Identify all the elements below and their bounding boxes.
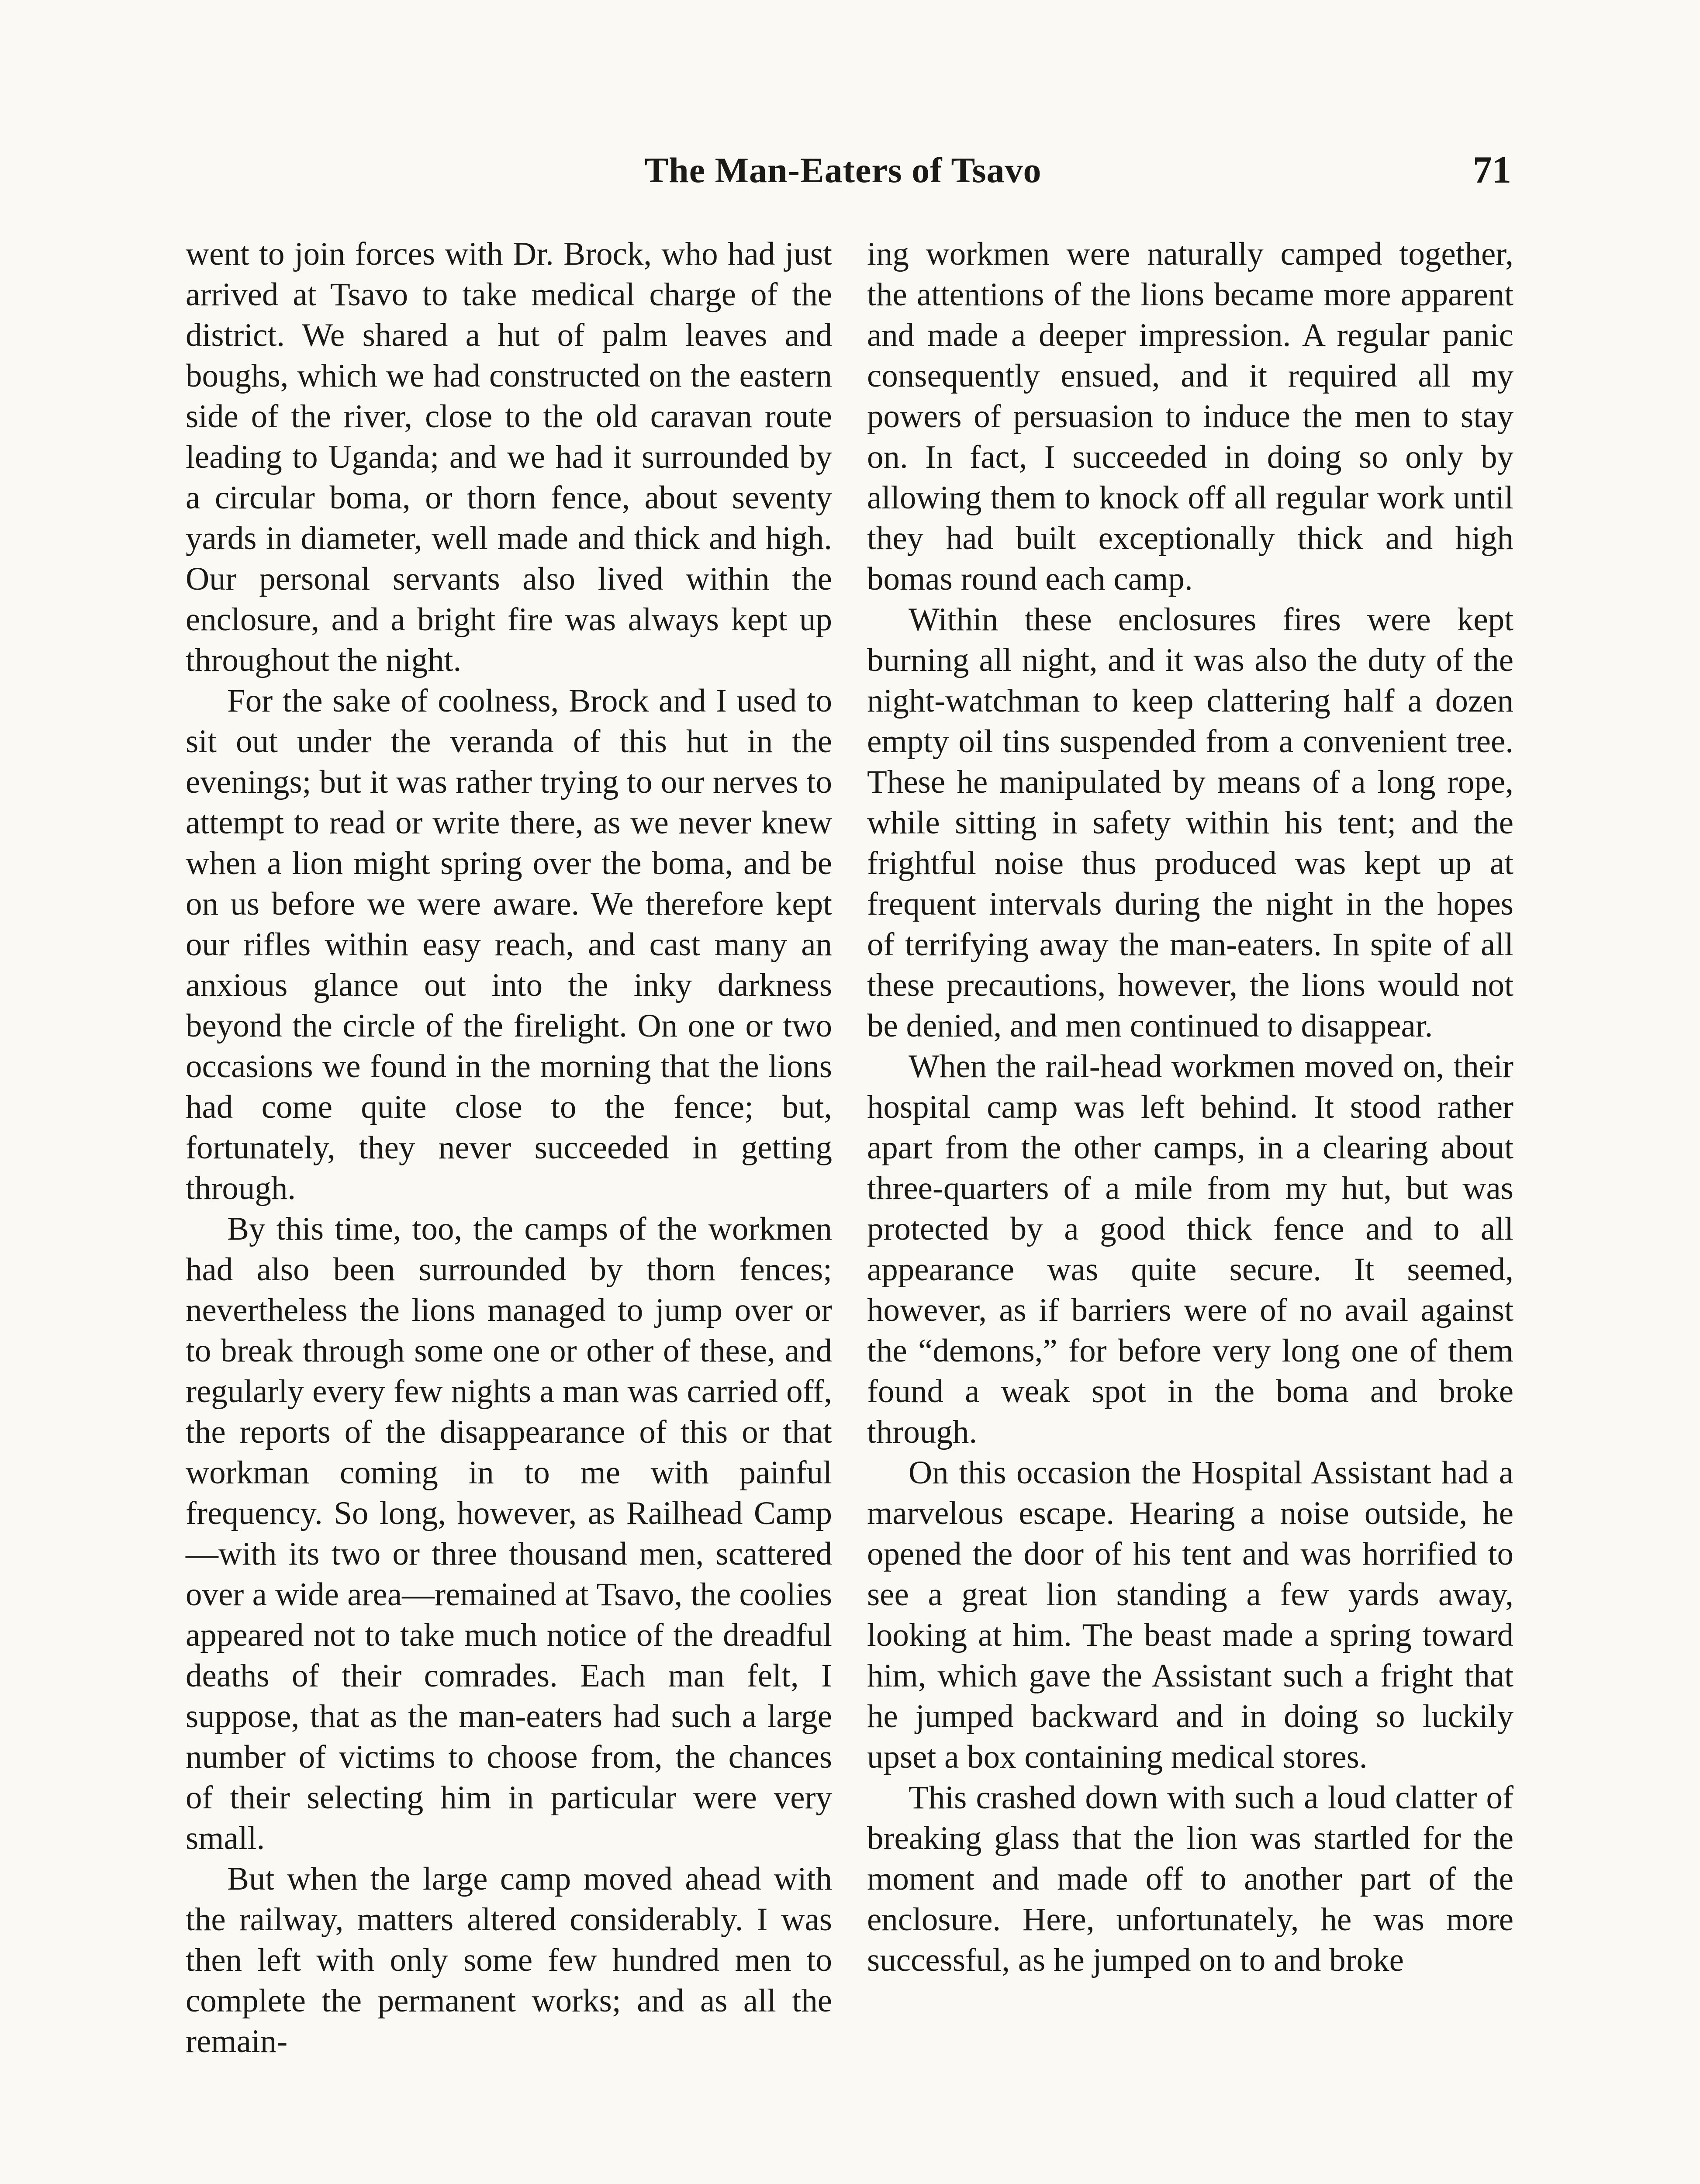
left-column — [186, 234, 832, 2062]
right-column — [867, 234, 1513, 1980]
paragraph: ing workmen were naturally camped together, the attentions of the lions became more apparent and made a deeper impression. A regular panic consequently ensued, and it required all my powers of persuasion to induce the men to stay on. In fact, I succeeded in doing so only by allowing them to knock off all regular work until they had built exceptionally thick and high bomas round each camp. — [867, 236, 1513, 597]
paragraph: This crashed down with such a loud clatter of breaking glass that the lion was startled for the moment and made off to another part of the enclosure. Here, unfortunately, he was more successful, as he jumped on to and broke — [867, 1780, 1513, 1978]
paragraph: went to join forces with Dr. Brock, who had just arrived at Tsavo to take medical charge of the district. We shared a hut of palm leaves and boughs, which we had constructed on the eastern side of the river, close to the old caravan route leading to Uganda; and we had it surrounded by a circular boma, or thorn fence, about seventy yards in diameter, well made and thick and high. Our personal servants also lived within the enclosure, and a bright fire was always kept up throughout the night. — [186, 236, 832, 678]
running-head — [175, 144, 1511, 197]
paragraph: For the sake of coolness, Brock and I used to sit out under the veranda of this hut in the evenings; but it was rather trying to our nerves to attempt to read or write there, as we never knew when a lion might spring over the boma, and be on us before we were aware. We therefore kept our rifles within easy reach, and cast many an anxious glance out into the inky darkness beyond the circle of the firelight. On one or two occasions we found in the morning that the lions had come quite close to the fence; but, fortunately, they never succeeded in getting through. — [186, 683, 832, 1206]
page-number: 71 — [1473, 149, 1511, 191]
paragraph: By this time, too, the camps of the workmen had also been surrounded by thorn fences; nevertheless the lions managed to jump over or to break through some one or other of these, and regularly every few nights a man was carried off, the reports of the disappearance of this or that workman coming in to me with painful frequency. So long, however, as Railhead Camp—with its two or three thousand men, scattered over a wide area—remained at Tsavo, the coolies appeared not to take much notice of the dreadful deaths of their comrades. Each man felt, I suppose, that as the man-eaters had such a large number of victims to choose from, the chances of their selecting him in particular were very small. — [186, 1211, 832, 1856]
paragraph: When the rail-head workmen moved on, their hospital camp was left behind. It stood rather apart from the other camps, in a clearing about three-quarters of a mile from my hut, but was protected by a good thick fence and to all appearance was quite secure. It seemed, however, as if barriers were of no avail against the “demons,” for before very long one of them found a weak spot in the boma and broke through. — [867, 1048, 1513, 1450]
paragraph: Within these enclosures fires were kept burning all night, and it was also the duty of the night-watchman to keep clattering half a dozen empty oil tins suspended from a convenient tree. These he manipulated by means of a long rope, while sitting in safety within his tent; and the frightful noise thus produced was kept up at frequent intervals during the night in the hopes of terrifying away the man-eaters. In spite of all these precautions, however, the lions would not be denied, and men continued to disappear. — [867, 601, 1513, 1044]
paragraph: On this occasion the Hospital Assistant had a marvelous escape. Hearing a noise outside, he opened the door of his tent and was horrified to see a great lion standing a few yards away, looking at him. The beast made a spring toward him, which gave the Assistant such a fright that he jumped backward and in doing so luckily upset a box containing medical stores. — [867, 1455, 1513, 1775]
paragraph: But when the large camp moved ahead with the railway, matters altered considerably. I was then left with only some few hundred men to complete the permanent works; and as all the remain- — [186, 1861, 832, 2060]
page-title: The Man-Eaters of Tsavo — [644, 150, 1042, 190]
